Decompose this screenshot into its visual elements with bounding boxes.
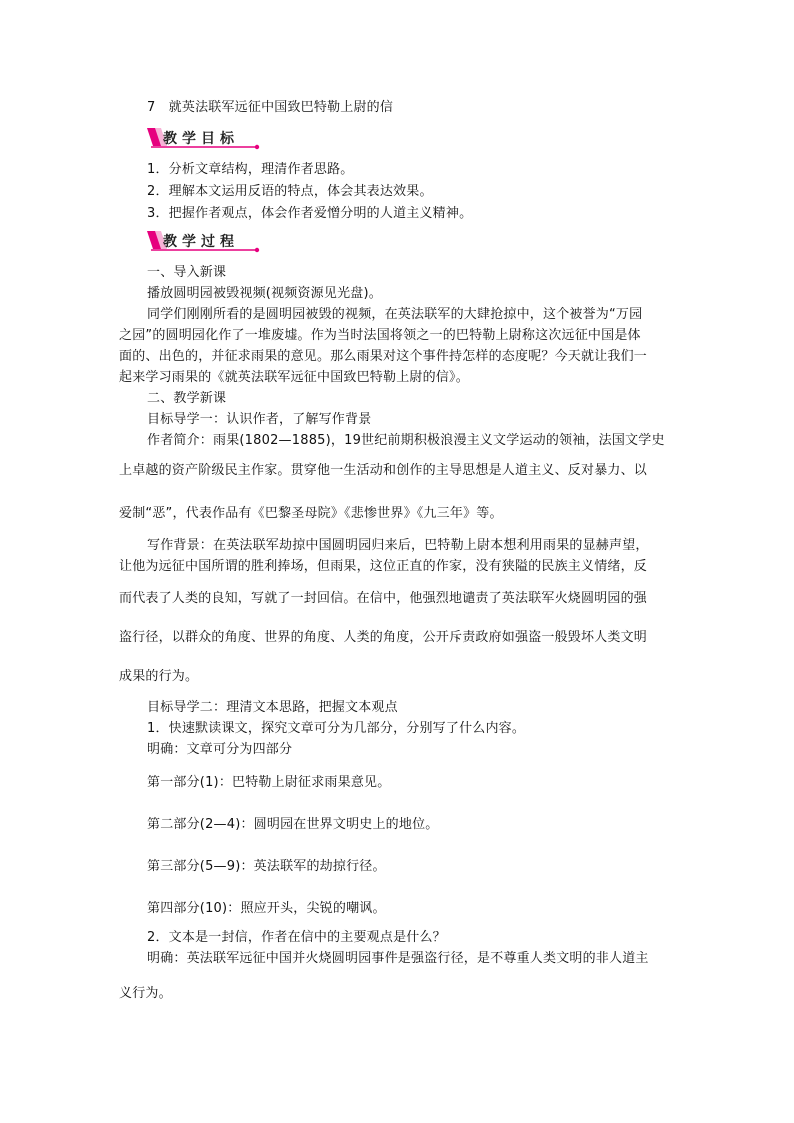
list-item: 第四部分(10)：照应开头，尖锐的嘲讽。 — [147, 901, 386, 916]
body-text: 成果的行为。 — [119, 669, 199, 684]
answer-text: 义行为。 — [119, 986, 172, 1001]
body-text: 面的、出色的，并征求雨果的意见。那么雨果对这个事件持怎样的态度呢？今天就让我们一 — [119, 349, 648, 364]
body-text: 作者简介：雨果(1802—1885)，19世纪前期积极浪漫主义文学运动的领袖，法国文学史 — [147, 433, 665, 448]
body-text: 爱制“恶”，代表作品有《巴黎圣母院》《悲惨世界》《九三年》等。 — [119, 506, 503, 521]
body-text: 让他为远征中国所谓的胜利捧场，但雨果，这位正直的作家，没有狭隘的民族主义情绪，反 — [119, 559, 648, 574]
process-banner — [145, 229, 265, 251]
objective-item: 2．理解本文运用反语的特点，体会其表达效果。 — [147, 184, 433, 199]
section-heading: 一、导入新课 — [147, 265, 227, 280]
body-text: 盗行径，以群众的角度、世界的角度、人类的角度，公开斥责政府如强盗一般毁坏人类文明 — [119, 630, 648, 645]
body-text: 上卓越的资产阶级民主作家。贯穿他一生活动和创作的主导思想是人道主义、反对暴力、以 — [119, 463, 648, 478]
objectives-banner — [145, 126, 265, 148]
body-text: 而代表了人类的良知，写就了一封回信。在信中，他强烈地谴责了英法联军火烧圆明园的强 — [119, 591, 648, 606]
body-text: 之园”的圆明园化作了一堆废墟。作为当时法国将领之一的巴特勒上尉称这次远征中国是体 — [119, 328, 641, 343]
question-text: 1．快速默读课文，探究文章可分为几部分，分别写了什么内容。 — [147, 721, 526, 736]
objectives-heading: 教学目标 — [163, 131, 239, 147]
objective-item: 1．分析文章结构，理清作者思路。 — [147, 162, 354, 177]
body-text: 写作背景：在英法联军劫掠中国圆明园归来后，巴特勒上尉本想利用雨果的显赫声望， — [147, 538, 649, 553]
guide-heading: 目标导学一：认识作者，了解写作背景 — [147, 412, 372, 427]
list-item: 第一部分(1)：巴特勒上尉征求雨果意见。 — [147, 775, 391, 790]
answer-text: 明确：文章可分为四部分 — [147, 742, 293, 757]
body-text: 同学们刚刚所看的是圆明园被毁的视频，在英法联军的大肆抢掠中，这个被誉为“万园 — [147, 307, 643, 322]
process-heading: 教学过程 — [163, 234, 239, 250]
body-text: 起来学习雨果的《就英法联军远征中国致巴特勒上尉的信》。 — [119, 370, 469, 385]
answer-text: 明确：英法联军远征中国并火烧圆明园事件是强盗行径，是不尊重人类文明的非人道主 — [147, 951, 649, 966]
question-text: 2．文本是一封信，作者在信中的主要观点是什么？ — [147, 930, 446, 945]
list-item: 第二部分(2—4)：圆明园在世界文明史上的地位。 — [147, 817, 439, 832]
objective-item: 3．把握作者观点，体会作者爱憎分明的人道主义精神。 — [147, 206, 473, 221]
list-item: 第三部分(5—9)：英法联军的劫掠行径。 — [147, 859, 386, 874]
section-heading: 二、教学新课 — [147, 391, 227, 406]
body-text: 播放圆明园被毁视频(视频资源见光盘)。 — [147, 286, 382, 301]
guide-heading: 目标导学二：理清文本思路，把握文本观点 — [147, 700, 398, 715]
lesson-title: 7 就英法联军远征中国致巴特勒上尉的信 — [147, 100, 394, 115]
